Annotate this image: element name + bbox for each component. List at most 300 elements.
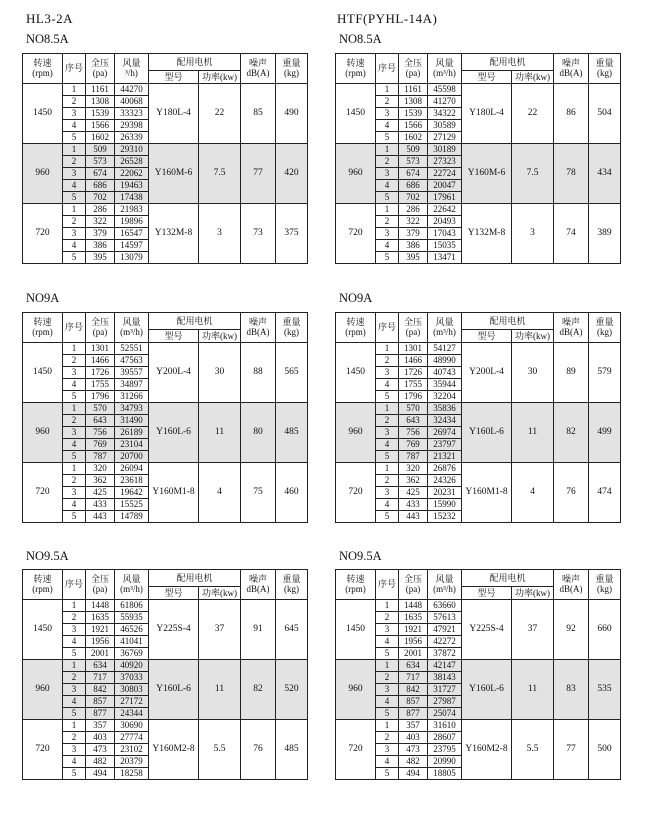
pressure-cell: 2001 bbox=[86, 648, 115, 660]
noise-header bbox=[554, 570, 589, 600]
weight-cell: 389 bbox=[589, 204, 621, 264]
no-cell: 2 bbox=[376, 216, 399, 228]
pressure-cell: 509 bbox=[399, 144, 428, 156]
pressure-cell: 379 bbox=[86, 228, 115, 240]
flow-cell: 45598 bbox=[428, 84, 462, 96]
no-cell: 2 bbox=[63, 355, 86, 367]
weight-cell: 660 bbox=[589, 600, 621, 660]
pressure-cell: 1956 bbox=[86, 636, 115, 648]
flow-cell: 27172 bbox=[115, 696, 149, 708]
speed-header bbox=[336, 570, 376, 600]
flow-cell: 44270 bbox=[115, 84, 149, 96]
no-cell: 1 bbox=[376, 343, 399, 355]
flow-cell: 41041 bbox=[115, 636, 149, 648]
flow-cell: 40068 bbox=[115, 96, 149, 108]
motor-model-cell: Y225S-4 bbox=[462, 600, 512, 660]
no-header bbox=[63, 570, 86, 600]
pressure-cell: 1755 bbox=[86, 379, 115, 391]
noise-header-label: 噪声 bbox=[562, 317, 581, 328]
speed-cell: 960 bbox=[336, 660, 376, 720]
flow-cell: 23795 bbox=[428, 744, 462, 756]
flow-cell: 20493 bbox=[428, 216, 462, 228]
flow-cell: 34897 bbox=[115, 379, 149, 391]
flow-cell: 36769 bbox=[115, 648, 149, 660]
no-header-label: 序号 bbox=[64, 578, 83, 589]
speed-group bbox=[23, 403, 308, 463]
weight-header-unit: (kg) bbox=[284, 326, 300, 337]
speed-cell: 1450 bbox=[336, 343, 376, 403]
no-cell: 5 bbox=[63, 708, 86, 720]
flow-cell: 27774 bbox=[115, 732, 149, 744]
weight-header-label: 重量 bbox=[282, 317, 301, 328]
no-cell: 3 bbox=[63, 487, 86, 499]
noise-header-label: 噪声 bbox=[249, 317, 268, 328]
noise-cell: 78 bbox=[554, 144, 589, 204]
model-header: 型号 bbox=[462, 330, 512, 343]
pressure-cell: 1726 bbox=[86, 367, 115, 379]
no-cell: 2 bbox=[376, 355, 399, 367]
flow-cell: 27129 bbox=[428, 132, 462, 144]
pressure-cell: 386 bbox=[86, 240, 115, 252]
speed-cell: 960 bbox=[336, 403, 376, 463]
pressure-cell: 756 bbox=[86, 427, 115, 439]
weight-header-unit: (kg) bbox=[284, 67, 300, 78]
model-header: 型号 bbox=[462, 587, 512, 600]
speed-cell: 1450 bbox=[23, 600, 63, 660]
noise-header bbox=[554, 313, 589, 343]
weight-cell: 474 bbox=[589, 463, 621, 523]
flow-cell: 17438 bbox=[115, 192, 149, 204]
flow-cell: 19896 bbox=[115, 216, 149, 228]
flow-cell: 57613 bbox=[428, 612, 462, 624]
weight-cell: 500 bbox=[589, 720, 621, 780]
pressure-cell: 443 bbox=[399, 511, 428, 523]
noise-cell: 77 bbox=[554, 720, 589, 780]
motor-model-cell: Y200L-4 bbox=[462, 343, 512, 403]
speed-group bbox=[23, 343, 308, 403]
no-cell: 3 bbox=[376, 108, 399, 120]
motor-header: 配用电机 bbox=[462, 54, 554, 71]
pressure-cell: 357 bbox=[399, 720, 428, 732]
pressure-header-label: 全压 bbox=[403, 574, 422, 585]
no-cell: 2 bbox=[63, 612, 86, 624]
speed-header-label: 转速 bbox=[33, 574, 52, 585]
weight-header bbox=[276, 313, 308, 343]
pressure-cell: 702 bbox=[86, 192, 115, 204]
no-cell: 5 bbox=[376, 451, 399, 463]
pressure-cell: 362 bbox=[86, 475, 115, 487]
flow-header-label: 风量 bbox=[122, 574, 141, 585]
flow-cell: 26974 bbox=[428, 427, 462, 439]
flow-cell: 27323 bbox=[428, 156, 462, 168]
no-cell: 4 bbox=[63, 439, 86, 451]
motor-header: 配用电机 bbox=[462, 313, 554, 330]
speed-header-label: 转速 bbox=[346, 317, 365, 328]
no-cell: 1 bbox=[63, 403, 86, 415]
pressure-cell: 395 bbox=[86, 252, 115, 264]
no-cell: 4 bbox=[376, 240, 399, 252]
speed-group bbox=[336, 720, 621, 780]
table-row bbox=[23, 463, 308, 475]
weight-header bbox=[589, 313, 621, 343]
no-cell: 2 bbox=[63, 156, 86, 168]
flow-cell: 24344 bbox=[115, 708, 149, 720]
pressure-cell: 1921 bbox=[399, 624, 428, 636]
flow-cell: 42272 bbox=[428, 636, 462, 648]
power-cell: 37 bbox=[512, 600, 554, 660]
pressure-cell: 509 bbox=[86, 144, 115, 156]
no-cell: 3 bbox=[376, 168, 399, 180]
pressure-cell: 787 bbox=[399, 451, 428, 463]
no-cell: 2 bbox=[63, 672, 86, 684]
weight-header-unit: (kg) bbox=[597, 583, 613, 594]
speed-group bbox=[23, 660, 308, 720]
motor-model-cell: Y160L-6 bbox=[149, 403, 199, 463]
pressure-cell: 717 bbox=[86, 672, 115, 684]
no-cell: 4 bbox=[63, 756, 86, 768]
flow-header-label: 风量 bbox=[122, 58, 141, 69]
speed-group bbox=[336, 660, 621, 720]
flow-cell: 23102 bbox=[115, 744, 149, 756]
flow-header bbox=[115, 54, 149, 84]
table-row bbox=[336, 204, 621, 216]
flow-header-unit: ³/h) bbox=[125, 67, 138, 78]
flow-header bbox=[428, 313, 462, 343]
power-cell: 37 bbox=[199, 600, 241, 660]
flow-cell: 15035 bbox=[428, 240, 462, 252]
speed-cell: 720 bbox=[23, 463, 63, 523]
pressure-cell: 433 bbox=[399, 499, 428, 511]
weight-cell: 565 bbox=[276, 343, 308, 403]
flow-header-label: 风量 bbox=[435, 574, 454, 585]
table-row bbox=[336, 84, 621, 96]
pressure-cell: 403 bbox=[86, 732, 115, 744]
pressure-cell: 573 bbox=[399, 156, 428, 168]
speed-cell: 960 bbox=[23, 144, 63, 204]
header-row bbox=[336, 54, 621, 71]
pressure-header bbox=[399, 570, 428, 600]
pressure-cell: 1602 bbox=[399, 132, 428, 144]
flow-cell: 20700 bbox=[115, 451, 149, 463]
no-cell: 1 bbox=[63, 144, 86, 156]
noise-cell: 80 bbox=[241, 403, 276, 463]
pressure-cell: 634 bbox=[86, 660, 115, 672]
no-cell: 1 bbox=[376, 660, 399, 672]
no-cell: 5 bbox=[63, 391, 86, 403]
weight-cell: 579 bbox=[589, 343, 621, 403]
noise-header-unit: dB(A) bbox=[559, 583, 583, 594]
no-cell: 5 bbox=[63, 252, 86, 264]
speed-header-label: 转速 bbox=[33, 317, 52, 328]
no-cell: 2 bbox=[376, 475, 399, 487]
no-cell: 2 bbox=[376, 96, 399, 108]
no-cell: 1 bbox=[63, 343, 86, 355]
speed-header-unit: (rpm) bbox=[32, 67, 53, 78]
no-cell: 5 bbox=[63, 768, 86, 780]
motor-model-cell: Y160M-6 bbox=[462, 144, 512, 204]
flow-cell: 31727 bbox=[428, 684, 462, 696]
pressure-cell: 322 bbox=[86, 216, 115, 228]
flow-cell: 18805 bbox=[428, 768, 462, 780]
motor-header: 配用电机 bbox=[149, 54, 241, 71]
flow-cell: 15232 bbox=[428, 511, 462, 523]
spec-table bbox=[335, 312, 621, 523]
no-cell: 3 bbox=[63, 427, 86, 439]
no-header bbox=[376, 313, 399, 343]
noise-cell: 91 bbox=[241, 600, 276, 660]
motor-model-cell: Y132M-8 bbox=[149, 204, 199, 264]
no-cell: 2 bbox=[63, 732, 86, 744]
no-header-label: 序号 bbox=[64, 62, 83, 73]
no-cell: 5 bbox=[376, 132, 399, 144]
no-cell: 2 bbox=[376, 732, 399, 744]
noise-header bbox=[241, 570, 276, 600]
pressure-cell: 1602 bbox=[86, 132, 115, 144]
power-cell: 11 bbox=[199, 660, 241, 720]
no-cell: 1 bbox=[63, 84, 86, 96]
weight-header-label: 重量 bbox=[282, 58, 301, 69]
speed-cell: 960 bbox=[23, 403, 63, 463]
pressure-cell: 1956 bbox=[399, 636, 428, 648]
table-row bbox=[336, 720, 621, 732]
no-header bbox=[63, 313, 86, 343]
noise-cell: 75 bbox=[241, 463, 276, 523]
model-title: NO9.5A bbox=[339, 549, 382, 563]
no-cell: 5 bbox=[376, 648, 399, 660]
pressure-header bbox=[86, 570, 115, 600]
power-cell: 5.5 bbox=[199, 720, 241, 780]
power-cell: 3 bbox=[199, 204, 241, 264]
power-cell: 7.5 bbox=[512, 144, 554, 204]
no-cell: 2 bbox=[376, 156, 399, 168]
pressure-cell: 1308 bbox=[86, 96, 115, 108]
speed-cell: 1450 bbox=[336, 84, 376, 144]
header-row bbox=[336, 313, 621, 330]
spec-table bbox=[335, 569, 621, 780]
pressure-cell: 386 bbox=[399, 240, 428, 252]
flow-cell: 34793 bbox=[115, 403, 149, 415]
speed-cell: 1450 bbox=[336, 600, 376, 660]
no-cell: 5 bbox=[63, 132, 86, 144]
speed-group bbox=[23, 600, 308, 660]
no-cell: 1 bbox=[63, 204, 86, 216]
pressure-cell: 1796 bbox=[86, 391, 115, 403]
no-cell: 1 bbox=[63, 720, 86, 732]
power-header: 功率(kw) bbox=[199, 71, 241, 84]
noise-cell: 82 bbox=[241, 660, 276, 720]
power-header: 功率(kw) bbox=[512, 330, 554, 343]
pressure-cell: 425 bbox=[86, 487, 115, 499]
no-cell: 1 bbox=[376, 204, 399, 216]
pressure-cell: 877 bbox=[86, 708, 115, 720]
pressure-cell: 379 bbox=[399, 228, 428, 240]
no-cell: 2 bbox=[376, 672, 399, 684]
flow-cell: 47921 bbox=[428, 624, 462, 636]
weight-header bbox=[276, 570, 308, 600]
table-row bbox=[23, 600, 308, 612]
weight-cell: 645 bbox=[276, 600, 308, 660]
no-cell: 3 bbox=[376, 427, 399, 439]
no-cell: 2 bbox=[63, 475, 86, 487]
pressure-cell: 482 bbox=[399, 756, 428, 768]
weight-header bbox=[589, 54, 621, 84]
pressure-cell: 473 bbox=[399, 744, 428, 756]
flow-cell: 41270 bbox=[428, 96, 462, 108]
speed-header-label: 转速 bbox=[346, 58, 365, 69]
model-title: NO9A bbox=[339, 291, 373, 305]
pressure-cell: 1726 bbox=[399, 367, 428, 379]
noise-header-unit: dB(A) bbox=[559, 67, 583, 78]
table-row bbox=[23, 84, 308, 96]
pressure-cell: 1466 bbox=[86, 355, 115, 367]
speed-cell: 720 bbox=[336, 720, 376, 780]
noise-cell: 92 bbox=[554, 600, 589, 660]
motor-model-cell: Y180L-4 bbox=[149, 84, 199, 144]
flow-cell: 63660 bbox=[428, 600, 462, 612]
weight-header-label: 重量 bbox=[595, 317, 614, 328]
no-cell: 4 bbox=[63, 180, 86, 192]
motor-model-cell: Y160M2-8 bbox=[149, 720, 199, 780]
pressure-header-label: 全压 bbox=[90, 574, 109, 585]
speed-cell: 1450 bbox=[23, 84, 63, 144]
model-header: 型号 bbox=[149, 330, 199, 343]
flow-cell: 28607 bbox=[428, 732, 462, 744]
power-header: 功率(kw) bbox=[512, 587, 554, 600]
pressure-cell: 717 bbox=[399, 672, 428, 684]
no-cell: 3 bbox=[376, 487, 399, 499]
flow-cell: 32204 bbox=[428, 391, 462, 403]
no-cell: 4 bbox=[376, 696, 399, 708]
pressure-cell: 1566 bbox=[86, 120, 115, 132]
noise-cell: 89 bbox=[554, 343, 589, 403]
header-row bbox=[336, 570, 621, 587]
pressure-cell: 320 bbox=[399, 463, 428, 475]
flow-header-unit: (m³/h) bbox=[433, 67, 456, 78]
weight-header-unit: (kg) bbox=[597, 326, 613, 337]
series-title-right: HTF(PYHL-14A) bbox=[337, 11, 438, 26]
model-title: NO8.5A bbox=[339, 32, 382, 46]
motor-header: 配用电机 bbox=[462, 570, 554, 587]
no-cell: 3 bbox=[376, 624, 399, 636]
model-title: NO8.5A bbox=[26, 32, 69, 46]
no-cell: 1 bbox=[376, 84, 399, 96]
motor-model-cell: Y160L-6 bbox=[149, 660, 199, 720]
power-cell: 30 bbox=[199, 343, 241, 403]
flow-cell: 35944 bbox=[428, 379, 462, 391]
motor-model-cell: Y200L-4 bbox=[149, 343, 199, 403]
no-cell: 2 bbox=[376, 612, 399, 624]
no-cell: 1 bbox=[63, 660, 86, 672]
speed-cell: 960 bbox=[23, 660, 63, 720]
power-cell: 3 bbox=[512, 204, 554, 264]
no-cell: 4 bbox=[63, 636, 86, 648]
pressure-cell: 643 bbox=[86, 415, 115, 427]
speed-cell: 960 bbox=[336, 144, 376, 204]
no-cell: 4 bbox=[376, 379, 399, 391]
noise-cell: 86 bbox=[554, 84, 589, 144]
spec-table bbox=[22, 312, 308, 523]
power-cell: 30 bbox=[512, 343, 554, 403]
pressure-cell: 443 bbox=[86, 511, 115, 523]
pressure-cell: 769 bbox=[86, 439, 115, 451]
flow-cell: 14789 bbox=[115, 511, 149, 523]
pressure-header-label: 全压 bbox=[90, 317, 109, 328]
speed-header bbox=[23, 570, 63, 600]
no-cell: 3 bbox=[63, 684, 86, 696]
flow-cell: 14597 bbox=[115, 240, 149, 252]
no-cell: 5 bbox=[376, 511, 399, 523]
pressure-cell: 1796 bbox=[399, 391, 428, 403]
pressure-cell: 787 bbox=[86, 451, 115, 463]
pressure-header-label: 全压 bbox=[403, 317, 422, 328]
no-cell: 1 bbox=[376, 463, 399, 475]
table-row bbox=[336, 600, 621, 612]
pressure-cell: 1161 bbox=[86, 84, 115, 96]
flow-cell: 26876 bbox=[428, 463, 462, 475]
speed-cell: 720 bbox=[336, 204, 376, 264]
pressure-cell: 877 bbox=[399, 708, 428, 720]
flow-cell: 30690 bbox=[115, 720, 149, 732]
flow-header bbox=[428, 54, 462, 84]
motor-model-cell: Y180L-4 bbox=[462, 84, 512, 144]
pressure-header bbox=[399, 313, 428, 343]
pressure-header bbox=[86, 54, 115, 84]
weight-cell: 460 bbox=[276, 463, 308, 523]
motor-header: 配用电机 bbox=[149, 313, 241, 330]
pressure-header bbox=[399, 54, 428, 84]
flow-cell: 17043 bbox=[428, 228, 462, 240]
weight-cell: 485 bbox=[276, 720, 308, 780]
no-cell: 2 bbox=[63, 96, 86, 108]
weight-cell: 485 bbox=[276, 403, 308, 463]
flow-cell: 22642 bbox=[428, 204, 462, 216]
pressure-cell: 1308 bbox=[399, 96, 428, 108]
power-cell: 11 bbox=[512, 660, 554, 720]
speed-header bbox=[336, 54, 376, 84]
no-cell: 2 bbox=[63, 415, 86, 427]
no-cell: 4 bbox=[376, 636, 399, 648]
noise-cell: 88 bbox=[241, 343, 276, 403]
flow-header bbox=[115, 313, 149, 343]
pressure-header bbox=[86, 313, 115, 343]
no-cell: 1 bbox=[63, 463, 86, 475]
speed-header-unit: (rpm) bbox=[32, 326, 53, 337]
noise-header bbox=[554, 54, 589, 84]
table-row bbox=[336, 403, 621, 415]
noise-header-label: 噪声 bbox=[562, 58, 581, 69]
speed-cell: 720 bbox=[23, 204, 63, 264]
noise-cell: 83 bbox=[554, 660, 589, 720]
flow-cell: 35836 bbox=[428, 403, 462, 415]
flow-cell: 42147 bbox=[428, 660, 462, 672]
flow-header-label: 风量 bbox=[435, 317, 454, 328]
pressure-cell: 473 bbox=[86, 744, 115, 756]
no-cell: 5 bbox=[63, 511, 86, 523]
no-cell: 5 bbox=[376, 391, 399, 403]
no-cell: 4 bbox=[376, 756, 399, 768]
no-cell: 5 bbox=[376, 192, 399, 204]
pressure-cell: 482 bbox=[86, 756, 115, 768]
flow-cell: 24326 bbox=[428, 475, 462, 487]
pressure-cell: 1301 bbox=[86, 343, 115, 355]
weight-cell: 535 bbox=[589, 660, 621, 720]
pressure-cell: 756 bbox=[399, 427, 428, 439]
no-cell: 1 bbox=[376, 144, 399, 156]
no-cell: 3 bbox=[63, 367, 86, 379]
flow-header-label: 风量 bbox=[435, 58, 454, 69]
flow-cell: 34322 bbox=[428, 108, 462, 120]
weight-cell: 490 bbox=[276, 84, 308, 144]
